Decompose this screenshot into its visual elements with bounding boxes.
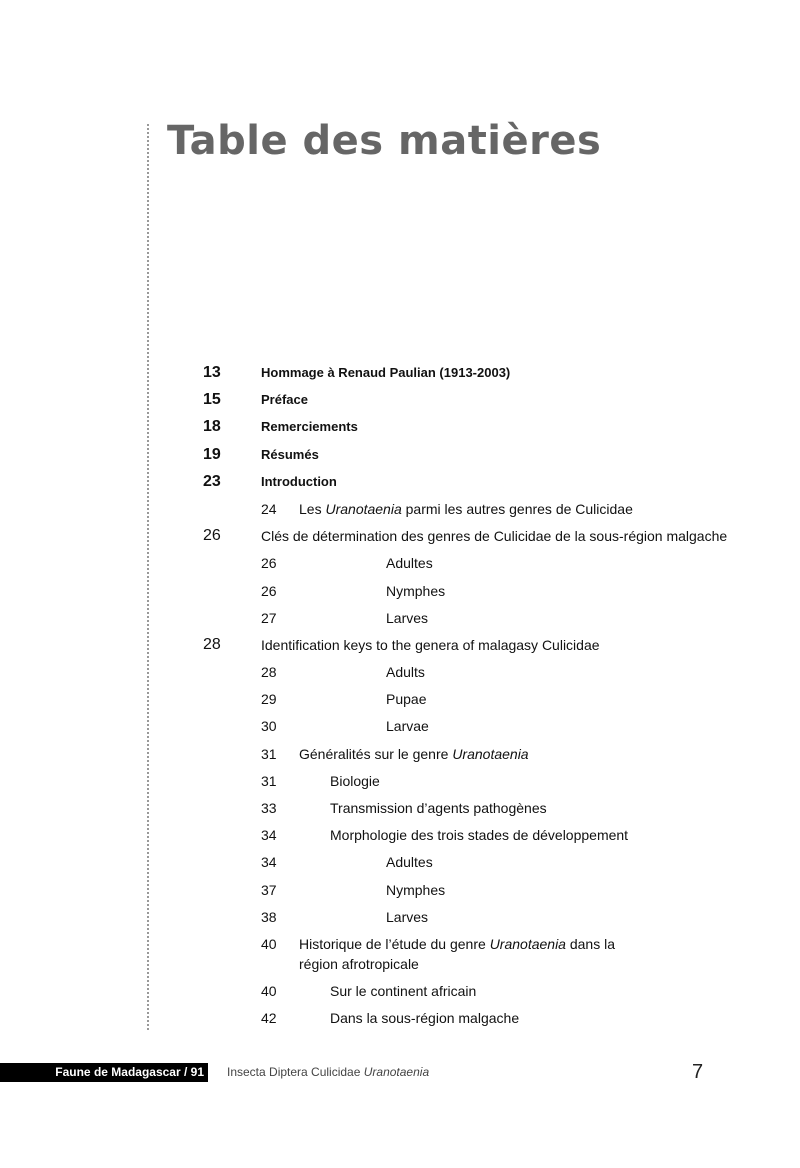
toc-page-number: 29 [261, 691, 277, 708]
toc-entry [0, 906, 800, 933]
toc-entry-title: Introduction [261, 473, 337, 489]
toc-entry-title: Dans la sous-région malgache [330, 1010, 520, 1027]
genus-name: Uranotaenia [489, 935, 566, 952]
footer [0, 1063, 800, 1083]
toc-entry-title: Larves [386, 908, 429, 925]
toc-page-number: 34 [261, 854, 277, 871]
toc-page-number: 26 [261, 555, 277, 572]
toc-entry-title: Adults [386, 664, 425, 681]
toc-entry-title: Clés de détermination des genres de Culicidae de la sous-région malgache [261, 528, 728, 545]
title-part: Historique de l’étude du genre [299, 935, 490, 952]
title-part: Les [299, 500, 326, 517]
toc-entry-title: Biologie [330, 772, 380, 789]
toc-entry [0, 715, 800, 742]
toc-entry [0, 1007, 800, 1034]
genus-name: Uranotaenia [452, 745, 529, 762]
toc-entry [0, 444, 800, 471]
toc-entry-title: Préface [261, 392, 308, 408]
toc-page-number: 31 [261, 772, 277, 789]
toc-entry [0, 498, 800, 525]
toc-entry-title [299, 743, 529, 765]
footer-subject-text: Insecta Diptera Culicidae [227, 1065, 364, 1079]
toc-entry [0, 552, 800, 579]
toc-page-number: 18 [203, 418, 221, 436]
toc-entry [0, 580, 800, 607]
toc-entry [0, 851, 800, 878]
toc-entry [0, 362, 800, 389]
toc-page-number: 24 [261, 500, 277, 517]
toc-page-number: 19 [203, 445, 221, 463]
toc-page-number: 23 [203, 472, 221, 490]
toc-entry-title: Résumés [261, 446, 319, 462]
toc-page-number: 40 [261, 982, 277, 999]
toc-page-number: 28 [203, 635, 221, 653]
toc-entry [0, 661, 800, 688]
toc-entry [0, 389, 800, 416]
toc-entry-title: Morphologie des trois stades de développement [330, 827, 629, 844]
toc-entry [0, 471, 800, 498]
toc-page-number: 13 [203, 364, 221, 381]
footer-series: Faune de Madagascar / 91 [0, 1063, 208, 1082]
toc-entry-title: Adultes [386, 555, 433, 572]
toc-entry-title: Nymphes [386, 582, 446, 599]
toc-entry-title: Remerciements [261, 419, 358, 435]
footer-subject-genus: Uranotaenia [363, 1065, 430, 1079]
footer-subject [227, 1065, 429, 1079]
toc-page-number: 30 [261, 718, 277, 735]
toc-page-number: 33 [261, 800, 277, 816]
toc-entry [0, 525, 800, 552]
toc-entry [0, 797, 800, 824]
title-part: dans la région afrotropicale [299, 935, 616, 972]
toc-entry [0, 980, 800, 1007]
toc-page-number: 26 [261, 582, 277, 599]
title-part: Généralités sur le genre [299, 745, 453, 762]
toc-page-number: 15 [203, 391, 221, 409]
toc-entry [0, 607, 800, 634]
toc-entry [0, 879, 800, 906]
toc-entry [0, 743, 800, 770]
toc-entry [0, 933, 800, 980]
toc-entry-title [299, 934, 619, 974]
toc-entry [0, 416, 800, 443]
toc-entry-title: Sur le continent africain [330, 982, 477, 999]
toc-entry-title: Nymphes [386, 881, 446, 898]
toc-page-number: 40 [261, 935, 277, 952]
toc-page-number: 34 [261, 827, 277, 844]
toc-page-number: 38 [261, 908, 277, 925]
title-part: parmi les autres genres de Culicidae [401, 500, 633, 517]
toc-entry [0, 634, 800, 661]
toc-entry [0, 688, 800, 715]
toc-entry-title: Identification keys to the genera of malagasy Culicidae [261, 636, 600, 653]
toc-entry-title: Larvae [386, 718, 429, 735]
toc-entry-title: Pupae [386, 691, 427, 708]
table-of-contents [0, 362, 800, 1034]
toc-entry [0, 770, 800, 797]
toc-page-number: 27 [261, 609, 277, 626]
toc-entry-title: Hommage à Renaud Paulian (1913-2003) [261, 365, 511, 380]
toc-page-number: 31 [261, 745, 277, 762]
toc-entry-title: Larves [386, 609, 429, 626]
toc-page-number: 42 [261, 1010, 277, 1027]
toc-page-number: 28 [261, 664, 277, 681]
toc-page-number: 37 [261, 881, 277, 898]
genus-name: Uranotaenia [325, 500, 402, 517]
toc-entry-title: Transmission d’agents pathogènes [330, 800, 547, 816]
toc-page-number: 26 [203, 527, 221, 545]
toc-entry-title: Adultes [386, 854, 433, 871]
toc-entry-title [299, 498, 633, 520]
page-number: 7 [692, 1061, 704, 1083]
toc-entry [0, 824, 800, 851]
page-title: Table des matières [167, 118, 602, 164]
